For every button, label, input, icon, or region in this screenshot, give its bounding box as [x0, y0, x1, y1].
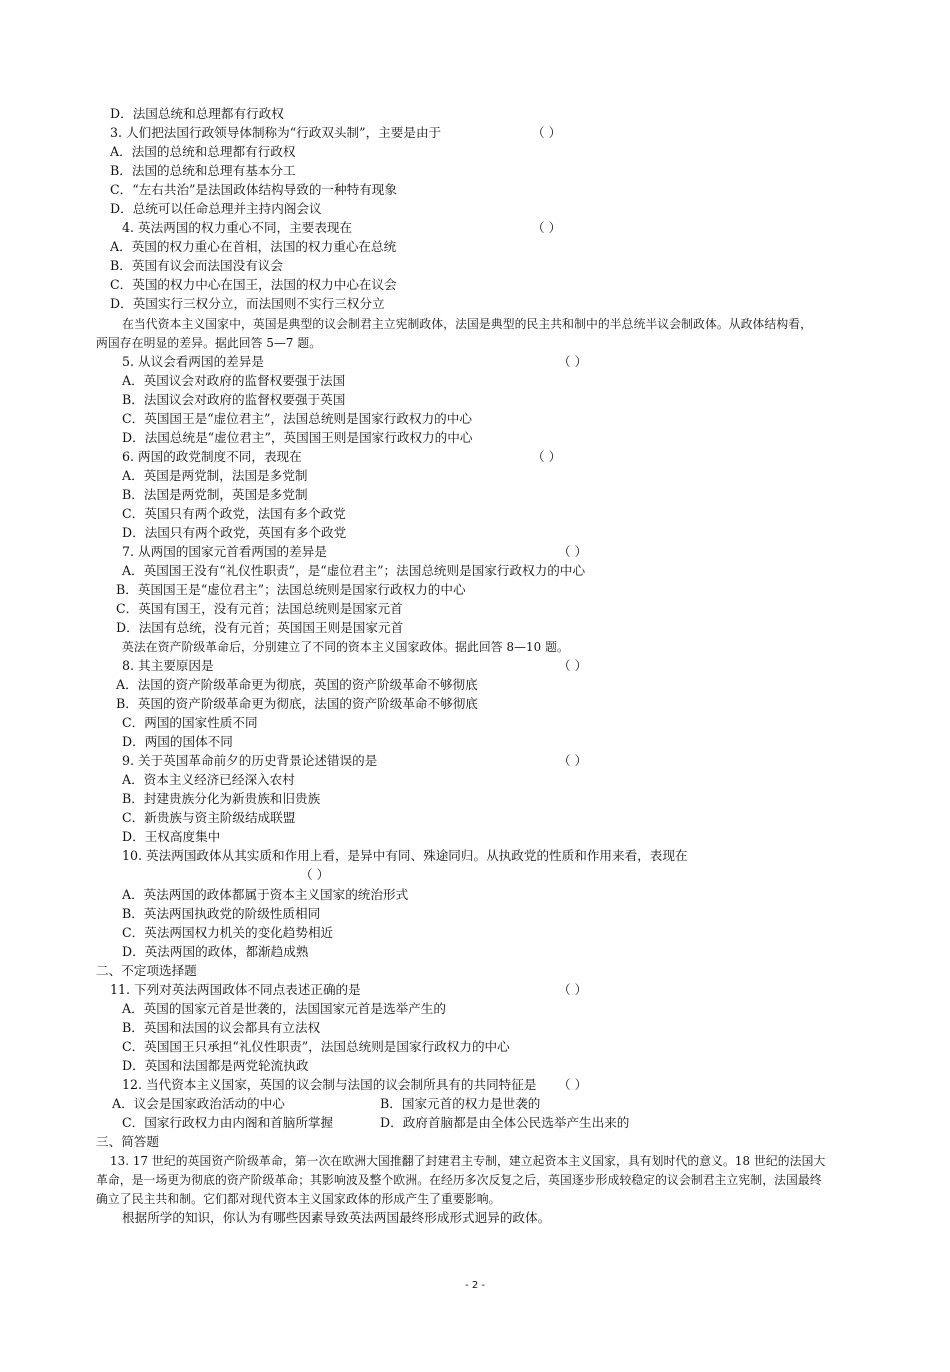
option-line: D．法国有总统，没有元首；英国国王则是国家元首	[116, 620, 404, 635]
answer-blank: （ ）	[558, 658, 588, 673]
option-line: C．国家行政权力由内阁和首脑所掌握	[122, 1115, 334, 1130]
passage-intro: 两国存在明显的差异。据此回答 5—7 题。	[96, 336, 322, 350]
answer-blank: （ ）	[532, 449, 562, 464]
section-heading: 三、简答题	[96, 1134, 159, 1149]
option-line: C．新贵族与资主阶级结成联盟	[122, 810, 296, 825]
option-line: B．英国国王是“虚位君主”；法国总统则是国家行政权力的中心	[116, 582, 466, 597]
question-8: 8. 其主要原因是	[122, 658, 214, 673]
question-13-prompt: 根据所学的知识，你认为有哪些因素导致英法两国最终形成形式迥异的政体。	[122, 1210, 551, 1225]
option-line: A．英国的国家元首是世袭的，法国国家元首是选举产生的	[122, 1001, 446, 1016]
answer-blank: （ ）	[558, 1077, 588, 1092]
option-line: D．总统可以任命总理并主持内阁会议	[110, 201, 322, 216]
passage-intro: 在当代资本主义国家中，英国是典型的议会制君主立宪制政体，法国是典型的民主共和制中的半总统半议会制政体。从政体结构看，	[122, 317, 813, 331]
option-line: C．英法两国权力机关的变化趋势相近	[122, 925, 334, 940]
question-13: 13. 17 世纪的英国资产阶级革命，第一次在欧洲大国推翻了封建君主专制，建立起资本主义国家，具有划时代的意义。18 世纪的法国大	[110, 1154, 826, 1168]
option-line: D．法国只有两个政党，英国有多个政党	[122, 525, 347, 540]
option-line: D．英国和法国都是两党轮流执政	[122, 1058, 309, 1073]
question-13-cont: 革命，是一场更为彻底的资产阶级革命；其影响波及整个欧洲。在经历多次反复之后，英国逐步形成较稳定的议会制君主立宪制，法国最终	[96, 1173, 822, 1187]
option-line: D．两国的国体不同	[122, 734, 233, 749]
option-line: B．国家元首的权力是世袭的	[380, 1096, 541, 1111]
option-line: D．法国总统是“虚位君主”，英国国王则是国家行政权力的中心	[122, 430, 473, 445]
option-line: A．英国的权力重心在首相，法国的权力重心在总统	[110, 239, 397, 254]
question-6: 6. 两国的政党制度不同，表现在	[122, 449, 302, 464]
question-7: 7. 从两国的国家元首看两国的差异是	[122, 544, 327, 559]
option-line: D．英法两国的政体，都渐趋成熟	[122, 944, 309, 959]
option-line: C．英国国王只承担“礼仪性职责”，法国总统则是国家行政权力的中心	[122, 1039, 510, 1054]
answer-blank: （ ）	[300, 867, 330, 882]
option-line: B．英国有议会而法国没有议会	[110, 258, 283, 273]
option-line: D．法国总统和总理都有行政权	[110, 106, 284, 121]
option-line: A．英国议会对政府的监督权要强于法国	[122, 373, 346, 388]
option-line: A．资本主义经济已经深入农村	[122, 772, 295, 787]
question-9: 9. 关于英国革命前夕的历史背景论述错误的是	[122, 753, 378, 768]
option-line: B．英国的资产阶级革命更为彻底，法国的资产阶级革命不够彻底	[116, 696, 478, 711]
question-10: 10. 英法两国政体从其实质和作用上看，是异中有同、殊途同归。从执政党的性质和作用来看，表现在	[122, 848, 688, 863]
option-line: C．两国的国家性质不同	[122, 715, 258, 730]
answer-blank: （ ）	[558, 354, 588, 369]
option-line: A．法国的资产阶级革命更为彻底，英国的资产阶级革命不够彻底	[116, 677, 478, 692]
option-line: C．英国的权力中心在国王，法国的权力中心在议会	[110, 277, 397, 292]
option-line: C．英国只有两个政党，法国有多个政党	[122, 506, 346, 521]
passage-intro: 英法在资产阶级革命后，分别建立了不同的资本主义国家政体。据此回答 8—10 题。	[122, 640, 569, 654]
section-heading: 二、不定项选择题	[96, 963, 197, 978]
option-line: D．王权高度集中	[122, 829, 221, 844]
option-line: B．法国的总统和总理有基本分工	[110, 163, 296, 178]
option-line: C．英国国王是“虚位君主”，法国总统则是国家行政权力的中心	[122, 411, 472, 426]
question-13-cont: 确立了民主共和制。它们都对现代资本主义国家政体的形成产生了重要影响。	[96, 1192, 501, 1206]
option-line: B．封建贵族分化为新贵族和旧贵族	[122, 791, 321, 806]
option-line: D．英国实行三权分立，而法国则不实行三权分立	[110, 296, 385, 311]
option-line: C．英国有国王，没有元首；法国总统则是国家元首	[116, 601, 403, 616]
option-line: A．议会是国家政治活动的中心	[112, 1096, 285, 1111]
option-line: B．英国和法国的议会都具有立法权	[122, 1020, 321, 1035]
answer-blank: （ ）	[532, 220, 562, 235]
option-line: D．政府首脑都是由全体公民选举产生出来的	[380, 1115, 630, 1130]
answer-blank: （ ）	[558, 544, 588, 559]
question-4: 4. 英法两国的权力重心不同，主要表现在	[122, 220, 353, 235]
question-11: 11. 下列对英法两国政体不同点表述正确的是	[110, 982, 361, 997]
option-line: A．法国的总统和总理都有行政权	[110, 144, 296, 159]
question-12: 12. 当代资本主义国家，英国的议会制与法国的议会制所具有的共同特征是	[122, 1077, 537, 1092]
page-number: - 2 -	[465, 1280, 485, 1291]
answer-blank: （ ）	[558, 753, 588, 768]
answer-blank: （ ）	[532, 125, 562, 140]
option-line: A．英国是两党制，法国是多党制	[122, 468, 308, 483]
answer-blank: （ ）	[558, 982, 588, 997]
question-3: 3. 人们把法国行政领导体制称为“行政双头制”，主要是由于	[110, 125, 442, 140]
option-line: A．英国国王没有“礼仪性职责”，是“虚位君主”；法国总统则是国家行政权力的中心	[122, 563, 586, 578]
option-line: A．英法两国的政体都属于资本主义国家的统治形式	[122, 887, 409, 902]
option-line: C．“左右共治”是法国政体结构导致的一种特有现象	[110, 182, 397, 197]
option-line: B．法国是两党制，英国是多党制	[122, 487, 308, 502]
option-line: B．英法两国执政党的阶级性质相同	[122, 906, 321, 921]
question-5: 5. 从议会看两国的差异是	[122, 354, 264, 369]
option-line: B．法国议会对政府的监督权要强于英国	[122, 392, 346, 407]
